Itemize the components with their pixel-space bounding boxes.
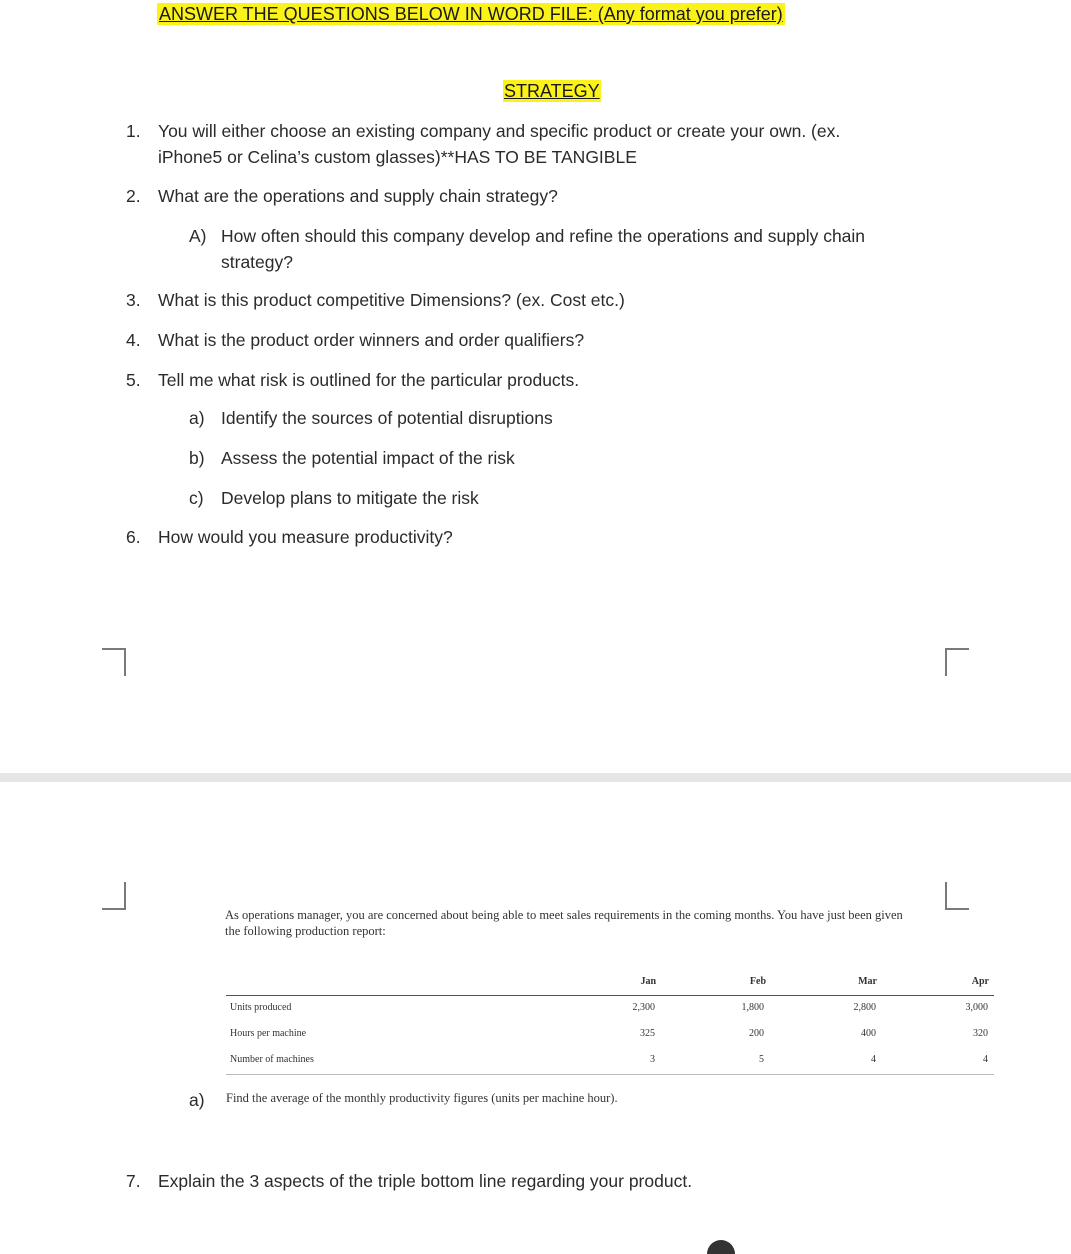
sub-letter: A): [189, 226, 207, 246]
column-header: Apr: [971, 976, 989, 987]
column-header: Feb: [749, 976, 766, 987]
question-number: 6.: [126, 527, 141, 547]
table-header-row: [226, 976, 994, 990]
question-number: 2.: [126, 186, 141, 206]
sub-letter: b): [189, 448, 205, 468]
question-text: You will either choose an existing company and specific product or create your own. (ex.: [158, 121, 841, 141]
table-cell: 4: [983, 1054, 988, 1065]
page-margin-corner-mark: [945, 648, 969, 676]
page-margin-corner-mark: [102, 648, 126, 676]
sub-letter: a): [189, 408, 205, 428]
table-bottom-rule: [226, 1074, 994, 1075]
question-text: What are the operations and supply chain strategy?: [158, 186, 558, 206]
page-separator: [0, 773, 1071, 782]
column-header: Mar: [858, 976, 877, 987]
table-row: [226, 1002, 994, 1016]
section-title: STRATEGY: [504, 81, 600, 101]
question-number: 7.: [126, 1171, 141, 1191]
question-text: How would you measure productivity?: [158, 527, 453, 547]
question-text: Tell me what risk is outlined for the particular products.: [158, 370, 580, 390]
table-row: [226, 1028, 994, 1042]
table-cell: 400: [861, 1028, 876, 1039]
table-cell: 2,300: [632, 1002, 655, 1013]
problem-intro: [225, 907, 985, 939]
table-cell: 3: [650, 1054, 655, 1065]
table-rule: [226, 995, 994, 996]
table-cell: 1,800: [741, 1002, 764, 1013]
instructions-banner: ANSWER THE QUESTIONS BELOW IN WORD FILE: (Any format you prefer): [159, 4, 783, 24]
question-text: Explain the 3 aspects of the triple bottom line regarding your product.: [158, 1171, 693, 1191]
problem-part-letter: a): [189, 1090, 205, 1110]
table-cell: 320: [973, 1028, 988, 1039]
question-number: 1.: [126, 121, 141, 141]
sub-text: Identify the sources of potential disruptions: [221, 408, 553, 428]
table-cell: 4: [871, 1054, 876, 1065]
table-cell: 200: [749, 1028, 764, 1039]
sub-text: How often should this company develop and refine the operations and supply chain: [221, 226, 866, 246]
column-header: Jan: [640, 976, 656, 987]
page-margin-corner-mark: [945, 882, 969, 910]
question-number: 5.: [126, 370, 141, 390]
sub-letter: c): [189, 488, 204, 508]
cropped-graphic: [707, 1240, 735, 1254]
row-label: Units produced: [230, 1002, 292, 1013]
row-label: Hours per machine: [230, 1028, 307, 1039]
problem-part-text: Find the average of the monthly productivity figures (units per machine hour).: [226, 1091, 618, 1105]
table-cell: 3,000: [965, 1002, 988, 1013]
sub-text: Develop plans to mitigate the risk: [221, 488, 479, 508]
table-cell: 5: [759, 1054, 764, 1065]
document-page-2: [0, 782, 1071, 1247]
sub-text: Assess the potential impact of the risk: [221, 448, 515, 468]
question-number: 3.: [126, 290, 141, 310]
row-label: Number of machines: [230, 1054, 314, 1065]
sub-text: strategy?: [221, 252, 293, 272]
question-text: What is the product order winners and order qualifiers?: [158, 330, 585, 350]
question-text: What is this product competitive Dimensions? (ex. Cost etc.): [158, 290, 625, 310]
intro-line: the following production report:: [225, 924, 386, 938]
table-cell: 2,800: [853, 1002, 876, 1013]
table-cell: 325: [640, 1028, 655, 1039]
intro-line: As operations manager, you are concerned about being able to meet sales requirements in the coming months. You have just been given: [225, 908, 903, 922]
page-margin-corner-mark: [102, 882, 126, 910]
table-row: [226, 1054, 994, 1068]
question-number: 4.: [126, 330, 141, 350]
question-text: iPhone5 or Celina’s custom glasses)**HAS TO BE TANGIBLE: [158, 147, 637, 167]
